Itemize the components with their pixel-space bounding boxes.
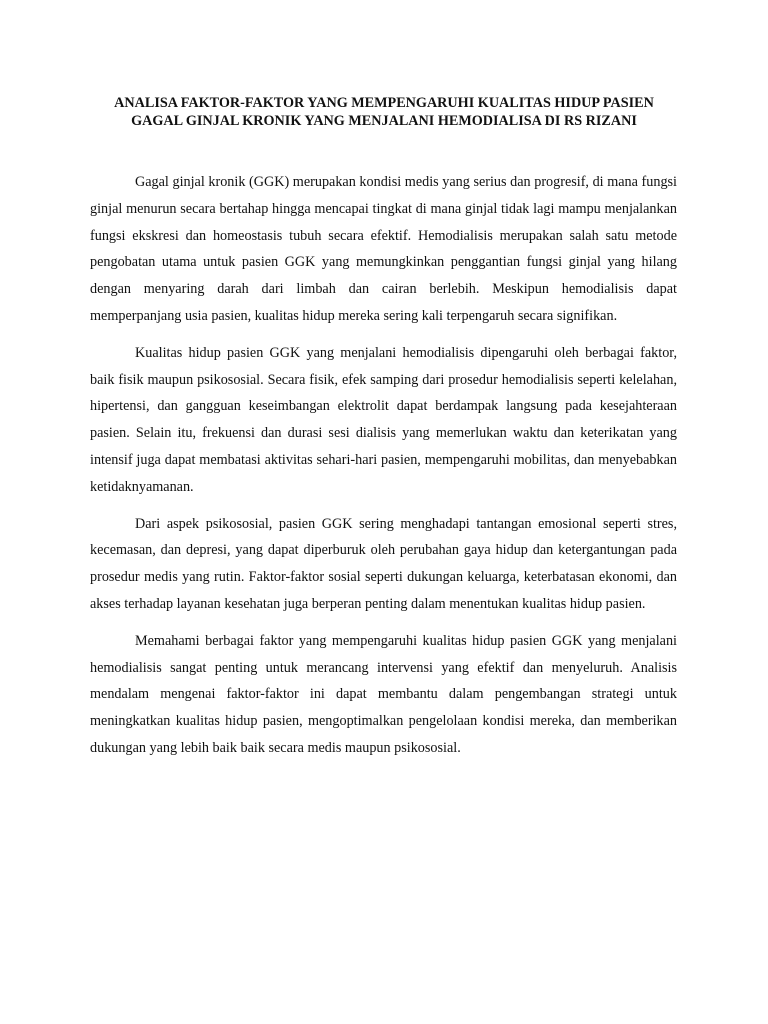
- title-line-1: ANALISA FAKTOR-FAKTOR YANG MEMPENGARUHI KUALITAS HIDUP PASIEN: [114, 95, 654, 111]
- paragraph-4: Memahami berbagai faktor yang mempengaruhi kualitas hidup pasien GGK yang menjalani hemodialisis sangat penting untuk merancang intervensi yang efektif dan menyeluruh. Analisis mendalam mengenai faktor-faktor ini dapat membantu dalam pengembangan strategi untuk meningkatkan kualitas hidup pasien, mengoptimalkan pengelolaan kondisi mereka, dan memberikan dukungan yang lebih baik baik secara medis maupun psikososial.: [90, 632, 677, 756]
- paragraph-3: Dari aspek psikososial, pasien GGK sering menghadapi tantangan emosional seperti stres, kecemasan, dan depresi, yang dapat diperburuk oleh perubahan gaya hidup dan ketergantungan pada prosedur medis yang rutin. Faktor-faktor sosial seperti dukungan keluarga, keterbatasan ekonomi, dan akses terhadap layanan kesehatan juga berperan penting dalam menentukan kualitas hidup pasien.: [90, 515, 677, 612]
- document-body: [90, 169, 677, 772]
- title-line-2: GAGAL GINJAL KRONIK YANG MENJALANI HEMODIALISA DI RS RIZANI: [131, 113, 637, 129]
- paragraph-2: Kualitas hidup pasien GGK yang menjalani hemodialisis dipengaruhi oleh berbagai faktor, baik fisik maupun psikososial. Secara fisik, efek samping dari prosedur hemodialisis seperti kelelahan, hipertensi, dan gangguan keseimbangan elektrolit dapat berdampak langsung pada kesejahteraan pasien. Selain itu, frekuensi dan durasi sesi dialisis yang memerlukan waktu dan keterikatan yang intensif juga dapat membatasi aktivitas sehari-hari pasien, mempengaruhi mobilitas, dan menyebabkan ketidaknyamanan.: [90, 344, 677, 495]
- document-title: [80, 94, 688, 130]
- paragraph-1: Gagal ginjal kronik (GGK) merupakan kondisi medis yang serius dan progresif, di mana fungsi ginjal menurun secara bertahap hingga mencapai tingkat di mana ginjal tidak lagi mampu menjalankan fungsi ekskresi dan homeostasis tubuh secara efektif. Hemodialisis merupakan salah satu metode pengobatan utama untuk pasien GGK yang memungkinkan penggantian fungsi ginjal yang hilang dengan menyaring darah dari limbah dan cairan berlebih. Meskipun hemodialisis dapat memperpanjang usia pasien, kualitas hidup mereka sering kali terpengaruh secara signifikan.: [90, 174, 677, 324]
